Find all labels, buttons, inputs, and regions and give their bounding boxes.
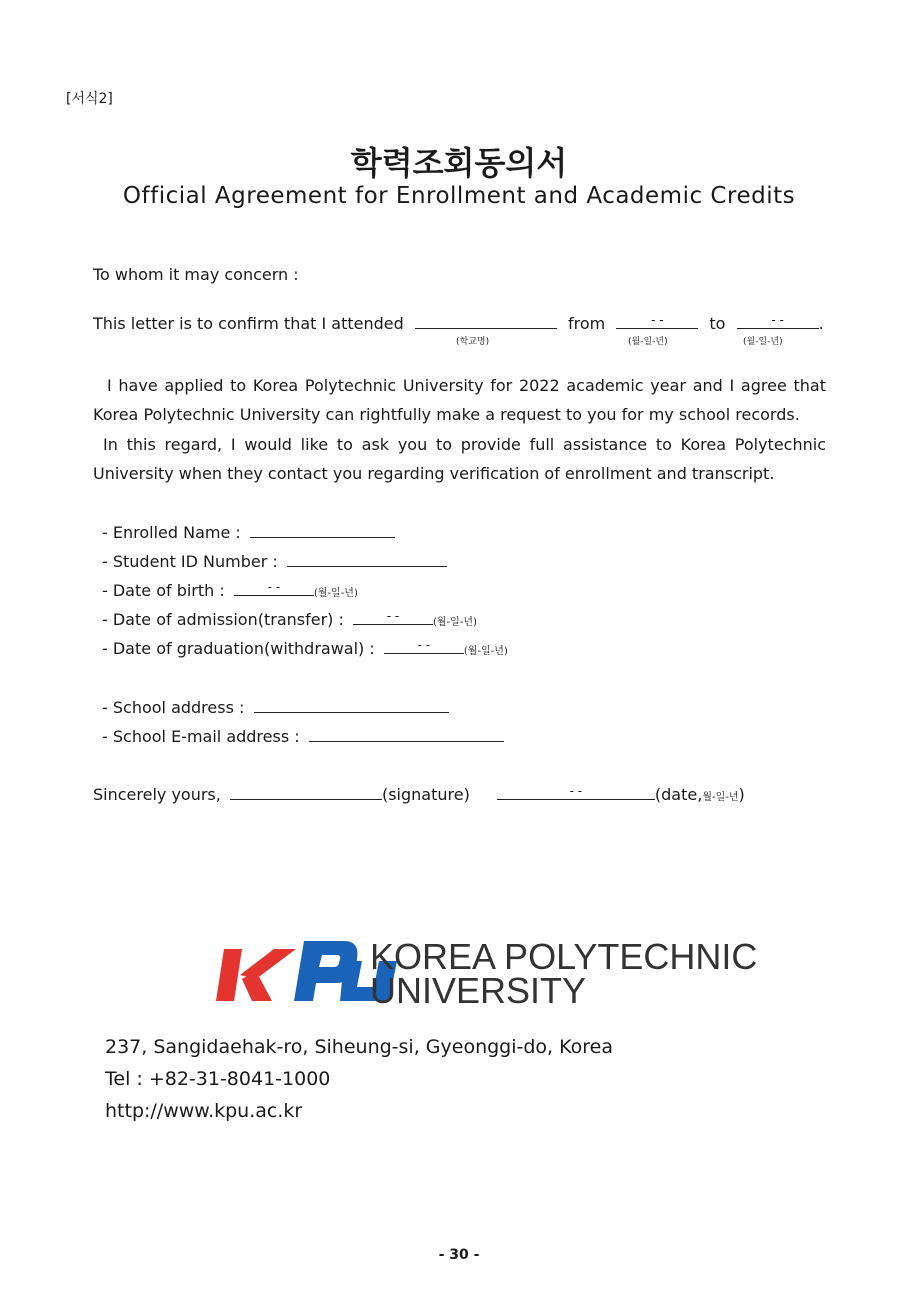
school-name-blank[interactable] — [415, 312, 557, 329]
form-tag: [서식2] — [66, 91, 113, 107]
logo-line-2: UNIVERSITY — [370, 970, 587, 1011]
logo-line-1: KOREA POLYTECHNIC — [370, 936, 758, 977]
kpu-logo-mark — [212, 935, 758, 1011]
from-label: from — [567, 314, 606, 333]
school-hint: (학교명) — [456, 337, 490, 347]
to-date-hint: (월-일-년) — [743, 337, 783, 347]
contact-address: 237, Sangidaehak-ro, Siheung-si, Gyeonggi-do, Korea — [105, 1036, 613, 1058]
kpu-logo — [212, 935, 758, 1011]
field-school-address: - School address : — [102, 696, 449, 717]
field-graduation: - Date of graduation(withdrawal) : - - (월-일-년) — [102, 638, 508, 658]
from-date-blank[interactable]: - - — [616, 312, 698, 329]
confirm-line: This letter is to confirm that I attended from - - to - - . — [93, 313, 824, 333]
title-english: Official Agreement for Enrollment and Academic Credits — [122, 183, 796, 209]
field-student-id: - Student ID Number : — [102, 550, 447, 571]
paragraph-2: In this regard, I would like to ask you to provide full assistance to Korea Polytechnic University when they contact you regarding verification of enrollment and transcript. — [93, 435, 826, 483]
to-label: to — [709, 314, 726, 333]
field-birth: - Date of birth : - - (월-일-년) — [102, 580, 358, 600]
signature-label: (signature) — [381, 785, 470, 804]
school-address-blank[interactable] — [254, 696, 449, 713]
field-school-email: - School E-mail address : — [102, 725, 504, 746]
enrolled-name-blank[interactable] — [250, 521, 395, 538]
paragraph-1: I have applied to Korea Polytechnic University for 2022 academic year and I agree that Korea Polytechnic University can rightfully make a request to you for my school records. — [93, 376, 826, 424]
contact-url[interactable]: http://www.kpu.ac.kr — [105, 1100, 303, 1122]
birth-blank[interactable]: - - — [234, 579, 314, 596]
school-email-blank[interactable] — [309, 725, 504, 742]
contact-tel: Tel : +82-31-8041-1000 — [105, 1068, 331, 1090]
student-id-blank[interactable] — [287, 550, 447, 567]
confirm-text: This letter is to confirm that I attended — [93, 314, 404, 333]
to-date-blank[interactable]: - - — [737, 312, 819, 329]
field-admission: - Date of admission(transfer) : - - (월-일-년) — [102, 609, 477, 629]
graduation-blank[interactable]: - - — [384, 637, 464, 654]
sign-date-blank[interactable]: - - — [497, 783, 655, 800]
title-korean: 학력조회동의서 — [350, 144, 568, 182]
sincerely-text: Sincerely yours, — [93, 785, 221, 804]
signature-blank[interactable] — [230, 783, 382, 800]
greeting: To whom it may concern : — [93, 265, 299, 284]
closing-line: Sincerely yours, (signature) - - (date,월-일-년) — [93, 784, 745, 804]
from-date-hint: (월-일-년) — [628, 337, 668, 347]
admission-blank[interactable]: - - — [353, 608, 433, 625]
field-enrolled-name: - Enrolled Name : — [102, 521, 395, 542]
page-number: - 30 - — [438, 1247, 480, 1263]
